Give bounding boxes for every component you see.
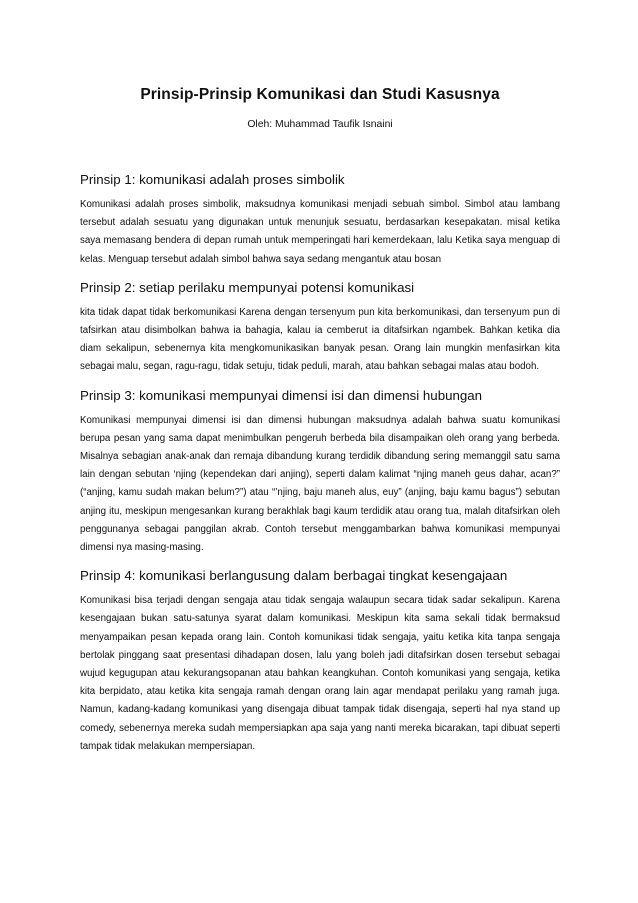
section-heading: Prinsip 4: komunikasi berlangusung dalam berbagai tingkat kesengajaan [80,568,508,584]
section-gap [80,377,560,388]
section-prinsip-4 [80,568,560,756]
section-heading: Prinsip 2: setiap perilaku mempunyai potensi komunikasi [80,279,415,295]
section-gap [80,269,560,280]
section-body: Komunikasi mempunyai dimensi isi dan dimensi hubungan maksudnya adalah bahwa suatu komunikasi berupa pesan yang sama dapat menimbulkan pengeruh berbeda bila disampaikan oleh orang yang berbeda. Misalnya sebagian anak-anak dan remaja dibandung kurang terdidik dibandung sering memanggil satu sama lain dengan sebutan ‘njing (kependekan dari anjing), seperti dalam kalimat “njing maneh geus dahar, acan?” (“anjing, kamu sudah makan belum?”) atau “’njing, baju maneh alus, euy” (anjing, baju kamu bagus”) sebutan anjing itu, meskipun mengesankan kurang berakhlak bagi kaum terdidik atau orang tua, malah ditafsirkan oleh penggunanya sebagai panggilan akrab. Contoh tersebut menggambarkan bahwa komunikasi mempunyai dimensi nya masing-masing. [80,414,560,554]
section-heading: Prinsip 1: komunikasi adalah proses simbolik [80,172,345,187]
section-prinsip-3 [80,388,560,558]
section-heading: Prinsip 3: komunikasi mempunyai dimensi isi dan dimensi hubungan [80,387,483,403]
section-body: Komunikasi adalah proses simbolik, maksudnya komunikasi menjadi sebuah simbol. Simbol atau lambang tersebut adalah sesuatu yang digunakan untuk menunjuk sesuatu, berdasarkan kesepakatan. misal ketika saya memasang bendera di depan rumah untuk memperingati hari kemerdekaan, lalu Ketika saya menguap di kelas. Menguap tersebut adalah simbol bahwa saya sedang mengantuk atau bosan [80,199,560,265]
section-prinsip-2 [80,280,560,377]
section-prinsip-1 [80,172,560,269]
section-gap [80,557,560,568]
section-body: Komunikasi bisa terjadi dengan sengaja atau tidak sengaja walaupun secara tidak sadar sekalipun. Karena kesengajaan bukan satu-satunya syarat dalam komunikasi. Meskipun kita sama sekali tidak bermaksud menyampaikan pesan kepada orang lain. Contoh komunikasi tidak sengaja, yaitu ketika kita tanpa sengaja bertolak pinggang saat presentasi dihadapan dosen, lalu yang boleh jadi ditafsirkan dosen tersebut sebagai wujud kegugupan atau kekurangsopanan atau bahkan keangkuhan. Contoh komunikasi yang sengaja, ketika kita berpidato, atau ketika kita sengaja ramah dengan orang lain agar mendapat perilaku yang ramah juga. Namun, kadang-kadang komunikasi yang disengaja dibuat tampak tidak disengaja, seperti hal nya stand up comedy, sebenernya mereka sudah mempersiapkan apa saja yang nanti mereka bicarakan, tapi dibuat seperti tampak tidak melakukan mempersiapan. [80,595,560,752]
document-author: Oleh: Muhammad Taufik Isnaini [247,119,393,130]
section-body: kita tidak dapat tidak berkomunikasi Karena dengan tersenyum pun kita berkomunikasi, dan tersenyum pun di tafsirkan atau disimbolkan bahwa ia bahagia, kalau ia cemberut ia ditafsirkan ngambek. Bahkan ketika dia diam sekalipun, sebenernya kita mengkomunikasikan banyak pesan. Orang lain mungkin menfasirkan kita sebagai malu, segan, ragu-ragu, tidak setuju, tidak peduli, marah, atau bahkan sebagai malas atau bodoh. [80,306,560,373]
document-title: Prinsip-Prinsip Komunikasi dan Studi Kasusnya [140,86,500,103]
